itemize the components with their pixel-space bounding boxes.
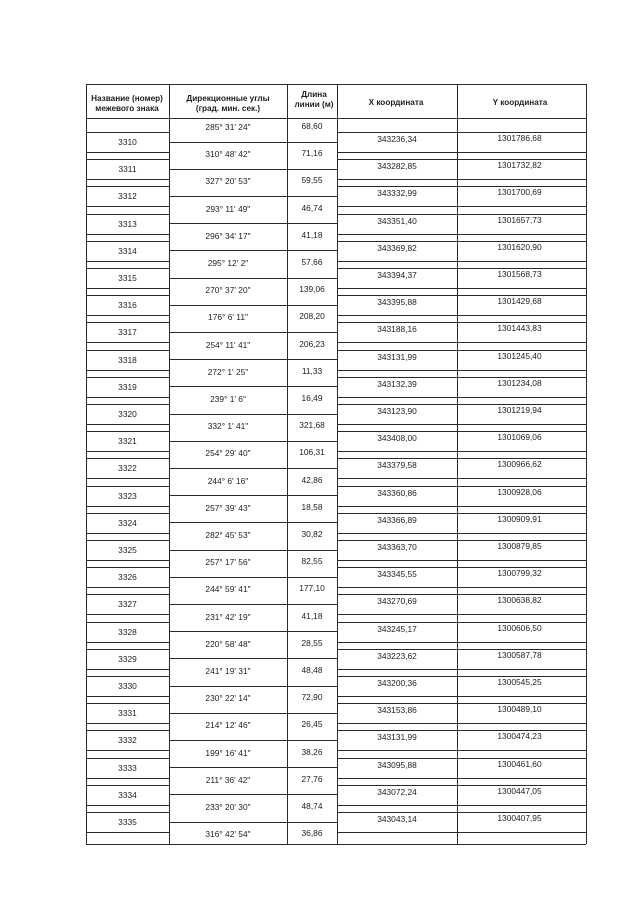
row-line-before-3319-0 xyxy=(86,377,169,378)
line-length: 26,45 xyxy=(301,719,323,729)
direction-angle: 282° 45' 53" xyxy=(205,530,251,540)
row-line-before-3324-0 xyxy=(86,513,169,514)
row-line-before-3326-1 xyxy=(337,567,586,568)
row-line-after-3330-0 xyxy=(86,696,169,697)
y-coordinate: 1301568,73 xyxy=(497,269,542,279)
segment-line-14 xyxy=(169,522,337,523)
line-length: 48,74 xyxy=(301,801,323,811)
segment-line-7 xyxy=(169,332,337,333)
x-coordinate: 343043,14 xyxy=(377,814,417,824)
row-line-after-3319-0 xyxy=(86,397,169,398)
point-name: 3315 xyxy=(118,273,137,283)
row-line-after-3323-1 xyxy=(337,506,586,507)
row-line-after-3310-0 xyxy=(86,152,169,153)
point-name: 3319 xyxy=(118,382,137,392)
direction-angle: 239° 1' 6" xyxy=(210,394,246,404)
row-line-before-3331-0 xyxy=(86,703,169,704)
row-line-after-3333-0 xyxy=(86,778,169,779)
segment-line-8 xyxy=(169,359,337,360)
direction-angle: 296° 34' 17" xyxy=(205,231,251,241)
point-name: 3328 xyxy=(118,627,137,637)
column-line-1 xyxy=(169,84,170,844)
point-name: 3325 xyxy=(118,545,137,555)
direction-angle: 233° 20' 30" xyxy=(205,802,251,812)
header-length-line2: линии (м) xyxy=(294,100,334,109)
point-name: 3311 xyxy=(118,164,137,174)
y-coordinate: 1301700,69 xyxy=(497,187,542,197)
row-line-after-3331-1 xyxy=(337,723,586,724)
y-coordinate: 1300407,95 xyxy=(497,813,542,823)
row-line-before-3334-0 xyxy=(86,785,169,786)
direction-angle: 199° 16' 41" xyxy=(205,748,251,758)
row-line-before-3326-0 xyxy=(86,567,169,568)
y-coordinate: 1301620,90 xyxy=(497,242,542,252)
point-name: 3331 xyxy=(118,708,137,718)
segment-line-2 xyxy=(169,196,337,197)
row-line-after-3326-0 xyxy=(86,587,169,588)
x-coordinate: 343236,34 xyxy=(377,134,417,144)
row-line-after-3327-0 xyxy=(86,614,169,615)
row-line-after-3335-0 xyxy=(86,832,169,833)
row-line-after-3319-1 xyxy=(337,397,586,398)
x-coordinate: 343200,36 xyxy=(377,678,417,688)
row-line-after-3318-1 xyxy=(337,370,586,371)
row-line-before-3316-0 xyxy=(86,295,169,296)
row-line-before-3318-0 xyxy=(86,350,169,351)
row-line-after-3333-1 xyxy=(337,778,586,779)
row-line-after-3324-0 xyxy=(86,533,169,534)
row-line-before-3315-0 xyxy=(86,268,169,269)
y-coordinate: 1300638,82 xyxy=(497,595,542,605)
x-coordinate: 343123,90 xyxy=(377,406,417,416)
segment-line-10 xyxy=(169,414,337,415)
point-name: 3329 xyxy=(118,654,137,664)
row-line-before-3322-0 xyxy=(86,458,169,459)
segment-line-17 xyxy=(169,604,337,605)
direction-angle: 214° 12' 46" xyxy=(205,720,251,730)
line-length: 177,10 xyxy=(299,583,325,593)
row-line-after-3320-0 xyxy=(86,424,169,425)
point-name: 3314 xyxy=(118,246,137,256)
row-line-after-3330-1 xyxy=(337,696,586,697)
x-coordinate: 343345,55 xyxy=(377,569,417,579)
x-coordinate: 343366,89 xyxy=(377,515,417,525)
row-line-before-3323-0 xyxy=(86,486,169,487)
y-coordinate: 1300799,32 xyxy=(497,568,542,578)
row-line-after-3312-0 xyxy=(86,206,169,207)
row-line-before-3321-1 xyxy=(337,431,586,432)
row-line-before-3333-0 xyxy=(86,758,169,759)
row-line-before-3328-1 xyxy=(337,622,586,623)
point-name: 3310 xyxy=(118,137,137,147)
x-coordinate: 343379,58 xyxy=(377,460,417,470)
row-line-after-3328-0 xyxy=(86,642,169,643)
direction-angle: 244° 59' 41" xyxy=(205,584,251,594)
x-coordinate: 343363,70 xyxy=(377,542,417,552)
x-coordinate: 343132,39 xyxy=(377,379,417,389)
line-length: 321,68 xyxy=(299,420,325,430)
row-line-before-3313-1 xyxy=(337,214,586,215)
point-name: 3324 xyxy=(118,518,137,528)
x-coordinate: 343270,69 xyxy=(377,596,417,606)
direction-angle: 285° 31' 24" xyxy=(205,122,251,132)
row-line-after-3321-0 xyxy=(86,451,169,452)
point-name: 3326 xyxy=(118,572,137,582)
segment-line-21 xyxy=(169,713,337,714)
row-line-after-3313-0 xyxy=(86,234,169,235)
row-line-after-3329-0 xyxy=(86,669,169,670)
y-coordinate: 1300447,05 xyxy=(497,786,542,796)
line-length: 41,18 xyxy=(301,611,323,621)
y-coordinate: 1301786,68 xyxy=(497,133,542,143)
row-line-before-3333-1 xyxy=(337,758,586,759)
row-line-before-3314-1 xyxy=(337,241,586,242)
x-coordinate: 343360,86 xyxy=(377,488,417,498)
line-length: 28,55 xyxy=(301,638,323,648)
row-line-before-3329-0 xyxy=(86,649,169,650)
row-line-before-3321-0 xyxy=(86,431,169,432)
row-line-before-3329-1 xyxy=(337,649,586,650)
x-coordinate: 343395,88 xyxy=(377,297,417,307)
point-name: 3320 xyxy=(118,409,137,419)
x-coordinate: 343245,17 xyxy=(377,624,417,634)
direction-angle: 327° 20' 53" xyxy=(205,176,251,186)
line-length: 59,55 xyxy=(301,175,323,185)
row-line-before-3334-1 xyxy=(337,785,586,786)
header-angle-line1: Дирекционные углы xyxy=(186,94,270,103)
row-line-after-3328-1 xyxy=(337,642,586,643)
line-length: 18,58 xyxy=(301,502,323,512)
x-coordinate: 343351,40 xyxy=(377,216,417,226)
row-line-after-3312-1 xyxy=(337,206,586,207)
segment-line-1 xyxy=(169,169,337,170)
x-coordinate: 343408,00 xyxy=(377,433,417,443)
segment-line-18 xyxy=(169,631,337,632)
row-line-after-3318-0 xyxy=(86,370,169,371)
row-line-before-3310-0 xyxy=(86,132,169,133)
x-coordinate: 343332,99 xyxy=(377,188,417,198)
x-coordinate: 343369,82 xyxy=(377,243,417,253)
row-line-after-3327-1 xyxy=(337,614,586,615)
direction-angle: 220° 58' 48" xyxy=(205,639,251,649)
point-name: 3323 xyxy=(118,491,137,501)
point-name: 3317 xyxy=(118,327,137,337)
segment-line-20 xyxy=(169,686,337,687)
line-length: 139,06 xyxy=(299,284,325,294)
direction-angle: 272° 1' 25" xyxy=(207,367,249,377)
row-line-before-3335-1 xyxy=(337,812,586,813)
row-line-after-3314-1 xyxy=(337,261,586,262)
row-line-before-3319-1 xyxy=(337,377,586,378)
y-coordinate: 1301429,68 xyxy=(497,296,542,306)
header-angle-line2: (град. мин. сек.) xyxy=(195,104,261,113)
segment-line-24 xyxy=(169,794,337,795)
point-name: 3316 xyxy=(118,300,137,310)
row-line-after-3332-0 xyxy=(86,750,169,751)
row-line-after-3334-1 xyxy=(337,805,586,806)
row-line-before-3311-0 xyxy=(86,159,169,160)
line-length: 82,55 xyxy=(301,556,323,566)
row-line-after-3316-0 xyxy=(86,315,169,316)
row-line-before-3313-0 xyxy=(86,214,169,215)
row-line-after-3313-1 xyxy=(337,234,586,235)
row-line-after-3322-1 xyxy=(337,478,586,479)
header-separator xyxy=(86,118,586,119)
row-line-after-3331-0 xyxy=(86,723,169,724)
line-length: 30,82 xyxy=(301,529,323,539)
segment-line-15 xyxy=(169,550,337,551)
direction-angle: 241° 19' 31" xyxy=(205,666,251,676)
line-length: 41,18 xyxy=(301,230,323,240)
row-line-before-3320-1 xyxy=(337,404,586,405)
line-length: 46,74 xyxy=(301,203,323,213)
row-line-after-3315-0 xyxy=(86,288,169,289)
point-name: 3318 xyxy=(118,355,137,365)
y-coordinate: 1300879,85 xyxy=(497,541,542,551)
x-coordinate: 343095,88 xyxy=(377,760,417,770)
row-line-before-3332-0 xyxy=(86,730,169,731)
segment-line-25 xyxy=(169,822,337,823)
row-line-after-3310-1 xyxy=(337,152,586,153)
header-y-coordinate: Y координата xyxy=(492,98,548,107)
row-line-after-3316-1 xyxy=(337,315,586,316)
row-line-before-3330-0 xyxy=(86,676,169,677)
segment-line-4 xyxy=(169,250,337,251)
direction-angle: 176° 6' 11" xyxy=(208,312,248,322)
y-coordinate: 1301245,40 xyxy=(497,351,542,361)
direction-angle: 332° 1' 41" xyxy=(207,421,249,431)
segment-line-16 xyxy=(169,577,337,578)
x-coordinate: 343188,16 xyxy=(377,324,417,334)
row-line-after-3332-1 xyxy=(337,750,586,751)
row-line-before-3312-0 xyxy=(86,186,169,187)
point-name: 3335 xyxy=(118,817,137,827)
row-line-before-3335-0 xyxy=(86,812,169,813)
row-line-before-3317-1 xyxy=(337,322,586,323)
row-line-after-3335-1 xyxy=(337,832,586,833)
row-line-before-3324-1 xyxy=(337,513,586,514)
segment-line-12 xyxy=(169,468,337,469)
row-line-after-3315-1 xyxy=(337,288,586,289)
line-length: 106,31 xyxy=(299,447,325,457)
direction-angle: 257° 39' 43" xyxy=(205,503,251,513)
table-border-top xyxy=(86,84,586,85)
direction-angle: 254° 11' 41" xyxy=(205,340,251,350)
header-name-line2: межевого знака xyxy=(95,104,159,113)
row-line-before-3331-1 xyxy=(337,703,586,704)
row-line-after-3325-0 xyxy=(86,560,169,561)
y-coordinate: 1300474,23 xyxy=(497,731,542,741)
row-line-after-3321-1 xyxy=(337,451,586,452)
row-line-before-3312-1 xyxy=(337,186,586,187)
row-line-after-3311-1 xyxy=(337,179,586,180)
y-coordinate: 1300928,06 xyxy=(497,487,542,497)
y-coordinate: 1301657,73 xyxy=(497,215,542,225)
x-coordinate: 343394,37 xyxy=(377,270,417,280)
row-line-after-3326-1 xyxy=(337,587,586,588)
point-name: 3333 xyxy=(118,763,137,773)
column-line-2 xyxy=(287,84,288,844)
row-line-after-3314-0 xyxy=(86,261,169,262)
row-line-before-3310-1 xyxy=(337,132,586,133)
header-length-line1: Длина xyxy=(301,90,327,99)
point-name: 3313 xyxy=(118,219,137,229)
row-line-before-3332-1 xyxy=(337,730,586,731)
row-line-before-3311-1 xyxy=(337,159,586,160)
row-line-after-3317-0 xyxy=(86,342,169,343)
x-coordinate: 343153,86 xyxy=(377,705,417,715)
segment-line-11 xyxy=(169,441,337,442)
direction-angle: 293° 11' 49" xyxy=(205,204,251,214)
row-line-before-3315-1 xyxy=(337,268,586,269)
line-length: 27,76 xyxy=(301,774,323,784)
direction-angle: 257° 17' 56" xyxy=(205,557,251,567)
line-length: 206,23 xyxy=(299,339,325,349)
row-line-after-3329-1 xyxy=(337,669,586,670)
row-line-before-3317-0 xyxy=(86,322,169,323)
line-length: 57,66 xyxy=(301,257,323,267)
direction-angle: 270° 37' 20" xyxy=(205,285,251,295)
row-line-before-3318-1 xyxy=(337,350,586,351)
line-length: 11,33 xyxy=(301,366,323,376)
segment-line-0 xyxy=(169,142,337,143)
row-line-before-3322-1 xyxy=(337,458,586,459)
line-length: 38,26 xyxy=(301,747,323,757)
x-coordinate: 343072,24 xyxy=(377,787,417,797)
x-coordinate: 343282,85 xyxy=(377,161,417,171)
direction-angle: 231° 42' 19" xyxy=(205,612,251,622)
column-line-5 xyxy=(586,84,587,844)
segment-line-23 xyxy=(169,767,337,768)
segment-line-5 xyxy=(169,278,337,279)
row-line-before-3327-1 xyxy=(337,594,586,595)
point-name: 3334 xyxy=(118,790,137,800)
row-line-before-3325-0 xyxy=(86,540,169,541)
point-name: 3330 xyxy=(118,681,137,691)
row-line-before-3323-1 xyxy=(337,486,586,487)
segment-line-13 xyxy=(169,495,337,496)
header-name-line1: Название (номер) xyxy=(91,94,163,103)
segment-line-3 xyxy=(169,223,337,224)
row-line-before-3325-1 xyxy=(337,540,586,541)
y-coordinate: 1300606,50 xyxy=(497,623,542,633)
line-length: 208,20 xyxy=(299,311,325,321)
line-length: 48,48 xyxy=(301,665,323,675)
direction-angle: 316° 42' 54" xyxy=(205,829,251,839)
y-coordinate: 1301219,94 xyxy=(497,405,542,415)
row-line-after-3325-1 xyxy=(337,560,586,561)
x-coordinate: 343223,62 xyxy=(377,651,417,661)
y-coordinate: 1301443,83 xyxy=(497,323,542,333)
row-line-before-3328-0 xyxy=(86,622,169,623)
y-coordinate: 1300461,60 xyxy=(497,759,542,769)
row-line-before-3327-0 xyxy=(86,594,169,595)
row-line-after-3334-0 xyxy=(86,805,169,806)
direction-angle: 211° 36' 42" xyxy=(205,775,251,785)
segment-line-9 xyxy=(169,386,337,387)
row-line-after-3323-0 xyxy=(86,506,169,507)
row-line-after-3324-1 xyxy=(337,533,586,534)
point-name: 3312 xyxy=(118,191,137,201)
row-line-after-3320-1 xyxy=(337,424,586,425)
direction-angle: 310° 48' 42" xyxy=(205,149,251,159)
point-name: 3321 xyxy=(118,436,137,446)
row-line-before-3330-1 xyxy=(337,676,586,677)
line-length: 42,86 xyxy=(301,475,323,485)
y-coordinate: 1301732,82 xyxy=(497,160,542,170)
segment-line-22 xyxy=(169,740,337,741)
y-coordinate: 1300587,78 xyxy=(497,650,542,660)
point-name: 3322 xyxy=(118,463,137,473)
table-border-bottom xyxy=(86,844,586,845)
row-line-after-3317-1 xyxy=(337,342,586,343)
y-coordinate: 1300545,25 xyxy=(497,677,542,687)
x-coordinate: 343131,99 xyxy=(377,352,417,362)
row-line-after-3322-0 xyxy=(86,478,169,479)
header-x-coordinate: X координата xyxy=(368,98,424,107)
line-length: 72,90 xyxy=(301,692,323,702)
point-name: 3332 xyxy=(118,735,137,745)
y-coordinate: 1300966,62 xyxy=(497,459,542,469)
direction-angle: 244° 6' 16" xyxy=(207,476,249,486)
line-length: 71,16 xyxy=(301,148,323,158)
row-line-before-3316-1 xyxy=(337,295,586,296)
line-length: 68,60 xyxy=(301,121,323,131)
x-coordinate: 343131,99 xyxy=(377,732,417,742)
segment-line-19 xyxy=(169,658,337,659)
y-coordinate: 1300909,91 xyxy=(497,514,542,524)
segment-line-6 xyxy=(169,305,337,306)
line-length: 36,86 xyxy=(301,828,323,838)
y-coordinate: 1300489,10 xyxy=(497,704,542,714)
y-coordinate: 1301234,08 xyxy=(497,378,542,388)
y-coordinate: 1301069,06 xyxy=(497,432,542,442)
row-line-before-3320-0 xyxy=(86,404,169,405)
point-name: 3327 xyxy=(118,599,137,609)
row-line-before-3314-0 xyxy=(86,241,169,242)
direction-angle: 295° 12' 2" xyxy=(207,258,249,268)
row-line-after-3311-0 xyxy=(86,179,169,180)
line-length: 16,49 xyxy=(301,393,323,403)
direction-angle: 254° 29' 40" xyxy=(205,448,251,458)
direction-angle: 230° 22' 14" xyxy=(205,693,251,703)
